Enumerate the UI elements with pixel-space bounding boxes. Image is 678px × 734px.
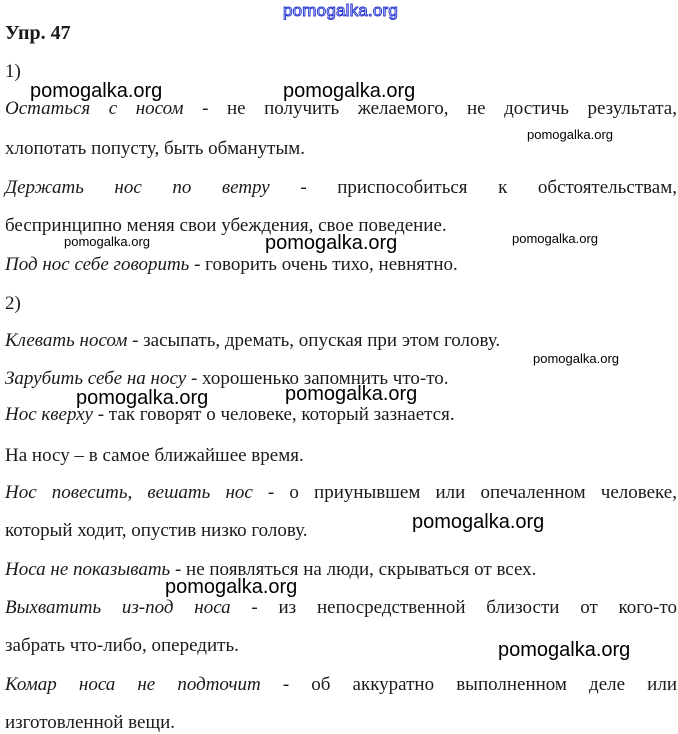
watermark-text: pomogalka.org — [285, 383, 418, 405]
entry-term: Клевать носом — [5, 330, 128, 351]
entry-line — [5, 254, 677, 276]
entry-term: Зарубить себе на носу — [5, 368, 187, 389]
exercise-title: Упр. 47 — [5, 22, 71, 44]
entry-definition: - хорошенько запомнить что-то. — [186, 368, 449, 389]
entry-definition: - говорить очень тихо, невнятно. — [189, 254, 458, 275]
watermark-text: pomogalka.org — [527, 127, 613, 142]
entry-term: Выхватить из-под носа — [5, 597, 231, 618]
watermark-text: pomogalka.org — [283, 80, 416, 102]
watermark-text: pomogalka.org — [512, 231, 598, 246]
entry-line — [5, 330, 677, 352]
entry-term: Нос повесить, вешать нос — [5, 482, 253, 503]
watermark-text: pomogalka.org — [412, 511, 545, 533]
section-1-number: 1) — [5, 61, 21, 82]
entry-term: Держать нос по ветру — [5, 177, 270, 198]
entry-line — [5, 597, 677, 619]
watermark-text: pomogalka.org — [30, 80, 163, 102]
section-2-number: 2) — [5, 293, 21, 314]
entry-term: Остаться с носом — [5, 98, 184, 119]
header-watermark: pomogalka.org — [283, 1, 399, 20]
entry-definition: - приспособиться к обстоятельствам, — [269, 177, 677, 198]
entry-line-continued: забрать что-либо, опередить. — [5, 635, 239, 656]
entry-term: Комар носа не подточит — [5, 674, 261, 695]
entry-term: Под нос себе говорить — [5, 254, 190, 275]
entry-line — [5, 482, 677, 504]
entry-definition: На носу – в самое ближайшее время. — [5, 445, 304, 466]
entry-definition: - так говорят о человеке, который зазнается. — [92, 404, 455, 425]
entry-line — [5, 177, 677, 199]
entry-definition: - из непосредственной близости от кого-то — [230, 597, 677, 618]
watermark-text: pomogalka.org — [165, 576, 298, 598]
entry-line — [5, 674, 677, 696]
entry-line-continued: хлопотать попусту, быть обманутым. — [5, 138, 305, 159]
entry-definition: - засыпать, дремать, опуская при этом голову. — [127, 330, 501, 351]
entry-line-continued: который ходит, опустив низко голову. — [5, 520, 308, 541]
entry-line-continued: беспринципно меняя свои убеждения, свое поведение. — [5, 215, 447, 236]
entry-line-continued: изготовленной вещи. — [5, 712, 176, 733]
entry-definition: - не появляться на люди, скрываться от всех. — [170, 559, 537, 580]
watermark-text: pomogalka.org — [533, 351, 619, 366]
entry-definition: - о приунывшем или опечаленном человеке, — [252, 482, 677, 503]
entry-line — [5, 445, 677, 467]
watermark-text: pomogalka.org — [498, 639, 631, 661]
watermark-text: pomogalka.org — [265, 232, 398, 254]
watermark-text: pomogalka.org — [76, 387, 209, 409]
watermark-text: pomogalka.org — [64, 234, 150, 249]
entry-term: Носа не показывать — [5, 559, 171, 580]
entry-line — [5, 559, 677, 581]
entry-definition: - не получить желаемого, не достичь результата, — [183, 98, 677, 119]
entry-definition: - об аккуратно выполненном деле или — [260, 674, 677, 695]
entry-term: Нос кверху — [5, 404, 93, 425]
